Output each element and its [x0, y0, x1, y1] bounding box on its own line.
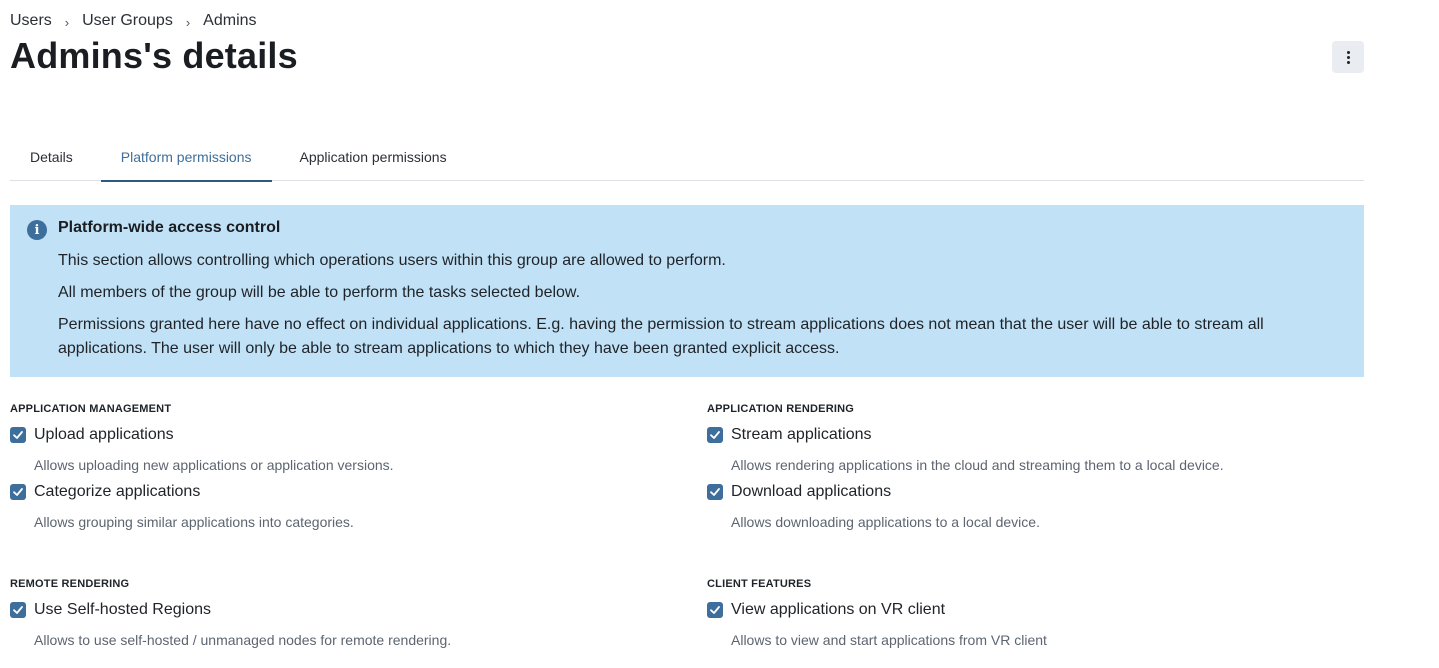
check-icon [12, 486, 24, 498]
stream-applications-checkbox[interactable] [707, 427, 723, 443]
chevron-right-icon: › [64, 14, 70, 30]
permission-stream-applications [707, 426, 1347, 473]
breadcrumb-users[interactable]: Users [10, 12, 52, 29]
upload-applications-checkbox[interactable] [10, 427, 26, 443]
check-icon [709, 429, 721, 441]
permission-label[interactable]: Use Self-hosted Regions [34, 601, 211, 618]
permission-label[interactable]: Upload applications [34, 426, 174, 443]
kebab-menu-icon [1347, 61, 1350, 64]
check-icon [12, 604, 24, 616]
permission-use-self-hosted-regions [10, 601, 650, 648]
categorize-applications-checkbox[interactable] [10, 484, 26, 500]
section-heading: APPLICATION RENDERING [707, 403, 855, 415]
check-icon [12, 429, 24, 441]
breadcrumb [10, 12, 257, 30]
permission-description: Allows rendering applications in the cloud and streaming them to a local device. [731, 457, 1224, 473]
permission-description: Allows to use self-hosted / unmanaged nodes for remote rendering. [34, 632, 452, 648]
page-title: Admins's details [10, 35, 298, 76]
permission-view-applications-vr [707, 601, 1347, 648]
check-icon [709, 604, 721, 616]
permission-description: Allows grouping similar applications into categories. [34, 514, 354, 530]
tab-application-permissions[interactable]: Application permissions [299, 148, 447, 165]
check-icon [709, 486, 721, 498]
section-heading: APPLICATION MANAGEMENT [10, 403, 172, 415]
tab-bar [10, 132, 1364, 181]
info-title: Platform-wide access control [58, 219, 281, 236]
info-icon: i [27, 220, 47, 240]
permission-label[interactable]: Stream applications [731, 426, 872, 443]
breadcrumb-user-groups[interactable]: User Groups [82, 12, 173, 29]
use-self-hosted-regions-checkbox[interactable] [10, 602, 26, 618]
section-remote-rendering [10, 578, 650, 658]
chevron-right-icon: › [185, 14, 191, 30]
kebab-menu-icon [1347, 56, 1350, 59]
section-application-management [10, 403, 650, 540]
permission-description: Allows uploading new applications or application versions. [34, 457, 394, 473]
permission-upload-applications [10, 426, 650, 473]
info-paragraph: Permissions granted here have no effect on individual applications. E.g. having the permission to stream applications does not mean that the user will be able to stream all applications. The user will only be able to stream applications to which they have been granted explicit access. [58, 316, 1264, 357]
kebab-menu-icon [1347, 51, 1350, 54]
section-heading: CLIENT FEATURES [707, 578, 812, 590]
tab-details[interactable]: Details [30, 148, 73, 165]
permission-categorize-applications [10, 483, 650, 530]
view-applications-vr-checkbox[interactable] [707, 602, 723, 618]
section-application-rendering [707, 403, 1347, 540]
breadcrumb-current: Admins [203, 12, 257, 29]
permission-label[interactable]: Download applications [731, 483, 892, 500]
more-actions-button[interactable] [1332, 41, 1364, 73]
info-paragraph: All members of the group will be able to perform the tasks selected below. [58, 284, 581, 301]
permission-label[interactable]: View applications on VR client [731, 601, 946, 618]
download-applications-checkbox[interactable] [707, 484, 723, 500]
info-panel [10, 205, 1364, 377]
section-heading: REMOTE RENDERING [10, 578, 130, 590]
permission-download-applications [707, 483, 1347, 530]
tab-platform-permissions[interactable]: Platform permissions [101, 132, 272, 181]
permission-description: Allows downloading applications to a local device. [731, 514, 1040, 530]
permission-label[interactable]: Categorize applications [34, 483, 201, 500]
section-client-features [707, 578, 1347, 658]
permission-description: Allows to view and start applications from VR client [731, 632, 1047, 648]
info-paragraph: This section allows controlling which operations users within this group are allowed to perform. [58, 252, 726, 269]
